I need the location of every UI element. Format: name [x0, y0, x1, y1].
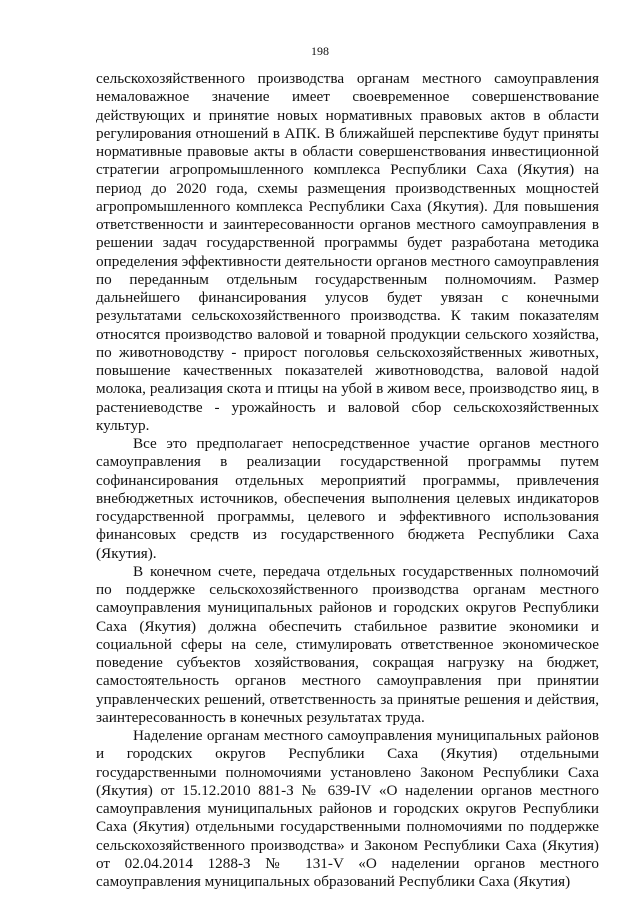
paragraph-continued: сельскохозяйственного производства органам местного самоуправления немаловажное значение имеет своевременное совершенствование действующих и принятие новых нормативных правовых актов в области регулирования отношений в АПК. В ближайшей перспективе будут приняты нормативные правовые акты в области совершенствования инвестиционной стратегии агропромышленного комплекса Республики Саха (Якутия) на период до 2020 года, схемы размещения производственных мощностей агропромышленного комплекса Республики Саха (Якутия). Для повышения ответственности и заинтересованности органов местного самоуправления в решении задач государственной программы будет разработана методика определения эффективности деятельности органов местного самоуправления по переданным отдельным государственным полномочиям. Размер дальнейшего финансирования улусов будет увязан с конечными результатами сельскохозяйственного производства. К таким показателям относятся производство валовой и товарной продукции сельского хозяйства, по животноводству - прирост поголовья сельскохозяйственных животных, повышение качественных показателей животноводства, валовой надой молока, реализация скота и птицы на убой в живом весе, производство яиц, в растениеводстве - урожайность и валовой сбор сельскохозяйственных культур. [96, 70, 599, 434]
paragraph-conclusion: В конечном счете, передача отдельных государственных полномочий по поддержке сельскохозяйственного производства органам местного самоуправления муниципальных районов и городских округов Республики Саха (Якутия) должна обеспечить стабильное развитие экономики и социальной сферы на селе, стимулировать ответственное экономическое поведение субъектов хозяйствования, сокращая нагрузку на бюджет, самостоятельность органов местного самоуправления при принятии управленческих решений, ответственность за принятые решения и действия, заинтересованность в конечных результатах труда. [96, 562, 599, 726]
paragraph-participation: Все это предполагает непосредственное участие органов местного самоуправления в реализации государственной программы путем софинансирования отдельных мероприятий программы, привлечения внебюджетных источников, обеспечения выполнения целевых индикаторов государственной программы, целевого и эффективного использования финансовых средств из государственного бюджета Республики Саха (Якутия). [96, 435, 599, 562]
page-number: 198 [311, 44, 329, 58]
document-body [96, 70, 599, 891]
paragraph-legislation: Наделение органам местного самоуправления муниципальных районов и городских округов Республики Саха (Якутия) отдельными государственными полномочиями установлено Законом Республики Саха (Якутия) от 15.12.2010 881-З № 639-IV «О наделении органов местного самоуправления муниципальных районов и городских округов Республики Саха (Якутия) отдельными государственными полномочиями по поддержке сельскохозяйственного производства» и Законом Республики Саха (Якутия) от 02.04.2014 1288-З № 131-V «О наделении органов местного самоуправления муниципальных образований Республики Саха (Якутия) [96, 727, 599, 890]
